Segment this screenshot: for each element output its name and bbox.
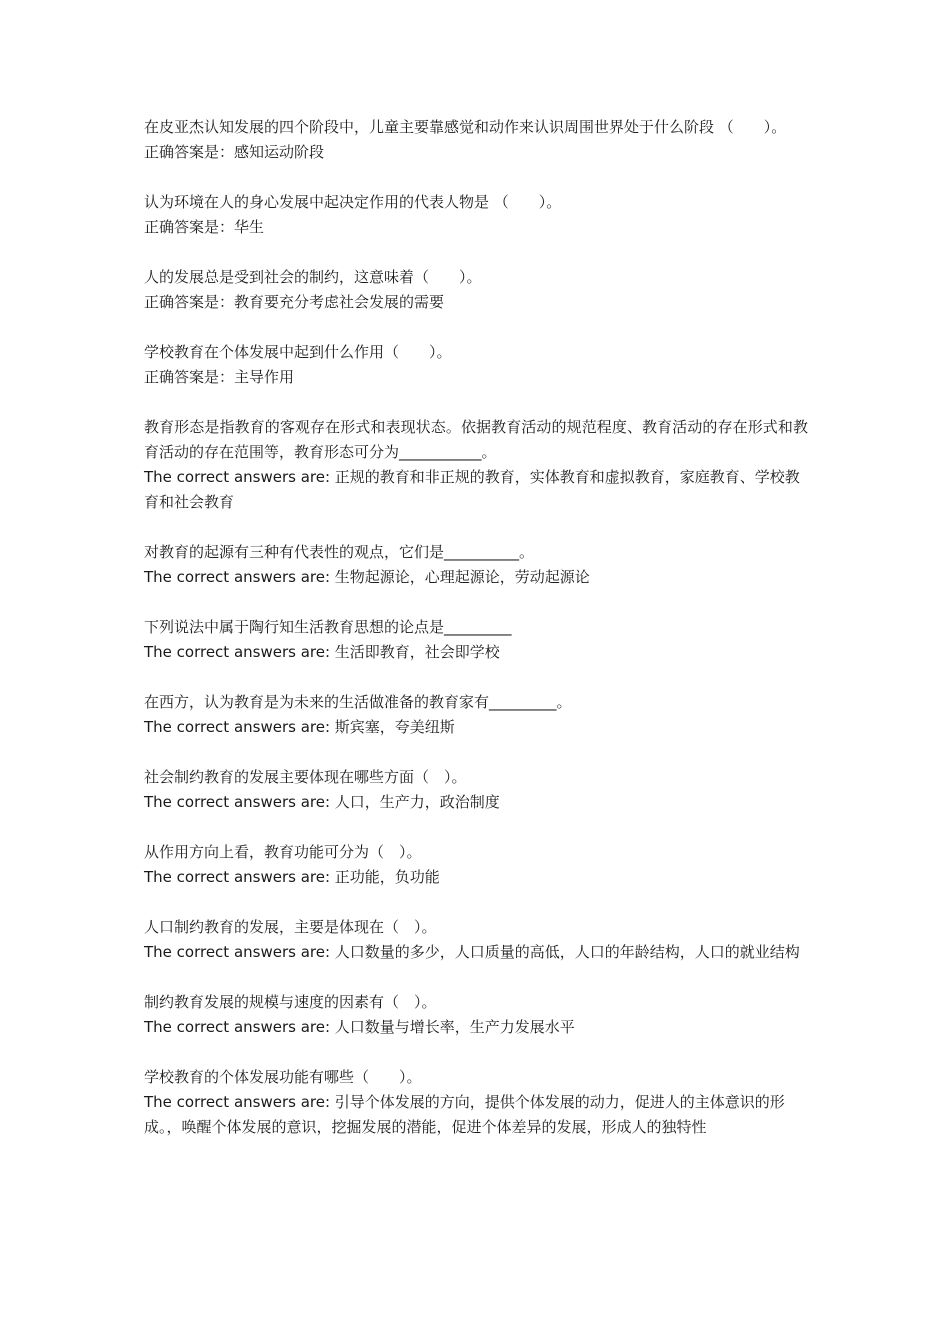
qa-item-13 — [144, 1065, 808, 1140]
question-text: 在皮亚杰认知发展的四个阶段中，儿童主要靠感觉和动作来认识周围世界处于什么阶段 （ ）。 — [144, 118, 787, 136]
question-text: 认为环境在人的身心发展中起决定作用的代表人物是 （ ）。 — [144, 193, 562, 211]
question-text: 对教育的起源有三种有代表性的观点，它们是__________。 — [144, 543, 535, 561]
answer-text: The correct answers are: 斯宾塞，夸美纽斯 — [144, 718, 455, 736]
qa-item-1 — [144, 115, 808, 165]
answer-text: The correct answers are: 正规的教育和非正规的教育，实体教育和虚拟教育，家庭教育、学校教育和社会教育 — [144, 468, 800, 511]
answer-text: The correct answers are: 人口数量与增长率，生产力发展水平 — [144, 1018, 575, 1036]
qa-item-7 — [144, 615, 808, 665]
answer-text: The correct answers are: 引导个体发展的方向，提供个体发展的动力，促进人的主体意识的形成。，唤醒个体发展的意识，挖掘发展的潜能，促进个体差异的发展，形成人的独特性 — [144, 1093, 785, 1136]
question-text: 人口制约教育的发展，主要是体现在（ ）。 — [144, 918, 437, 936]
qa-item-5 — [144, 415, 808, 515]
qa-item-9 — [144, 765, 808, 815]
qa-item-8 — [144, 690, 808, 740]
answer-text: The correct answers are: 人口，生产力，政治制度 — [144, 793, 500, 811]
answer-text: The correct answers are: 生活即教育，社会即学校 — [144, 643, 500, 661]
answer-text: 正确答案是：主导作用 — [144, 368, 295, 386]
qa-item-11 — [144, 915, 808, 965]
answer-text: 正确答案是：华生 — [144, 218, 265, 236]
qa-item-3 — [144, 265, 808, 315]
question-text: 制约教育发展的规模与速度的因素有（ ）。 — [144, 993, 437, 1011]
answer-text: The correct answers are: 正功能，负功能 — [144, 868, 440, 886]
qa-item-10 — [144, 840, 808, 890]
answer-text: 正确答案是：教育要充分考虑社会发展的需要 — [144, 293, 445, 311]
qa-item-12 — [144, 990, 808, 1040]
question-list — [144, 115, 808, 1165]
answer-text: 正确答案是：感知运动阶段 — [144, 143, 325, 161]
qa-item-4 — [144, 340, 808, 390]
question-text: 下列说法中属于陶行知生活教育思想的论点是_________ — [144, 618, 512, 636]
question-text: 社会制约教育的发展主要体现在哪些方面（ ）。 — [144, 768, 467, 786]
qa-item-6 — [144, 540, 808, 590]
answer-text: The correct answers are: 生物起源论，心理起源论，劳动起源论 — [144, 568, 590, 586]
question-text: 学校教育在个体发展中起到什么作用（ ）。 — [144, 343, 452, 361]
question-text: 从作用方向上看，教育功能可分为（ ）。 — [144, 843, 422, 861]
question-text: 教育形态是指教育的客观存在形式和表现状态。依据教育活动的规范程度、教育活动的存在形式和教育活动的存在范围等，教育形态可分为___________。 — [144, 418, 808, 461]
question-text: 在西方，认为教育是为未来的生活做准备的教育家有_________。 — [144, 693, 572, 711]
question-text: 人的发展总是受到社会的制约，这意味着（ ）。 — [144, 268, 482, 286]
qa-item-2 — [144, 190, 808, 240]
answer-text: The correct answers are: 人口数量的多少，人口质量的高低，人口的年龄结构，人口的就业结构 — [144, 943, 800, 961]
question-text: 学校教育的个体发展功能有哪些（ ）。 — [144, 1068, 422, 1086]
